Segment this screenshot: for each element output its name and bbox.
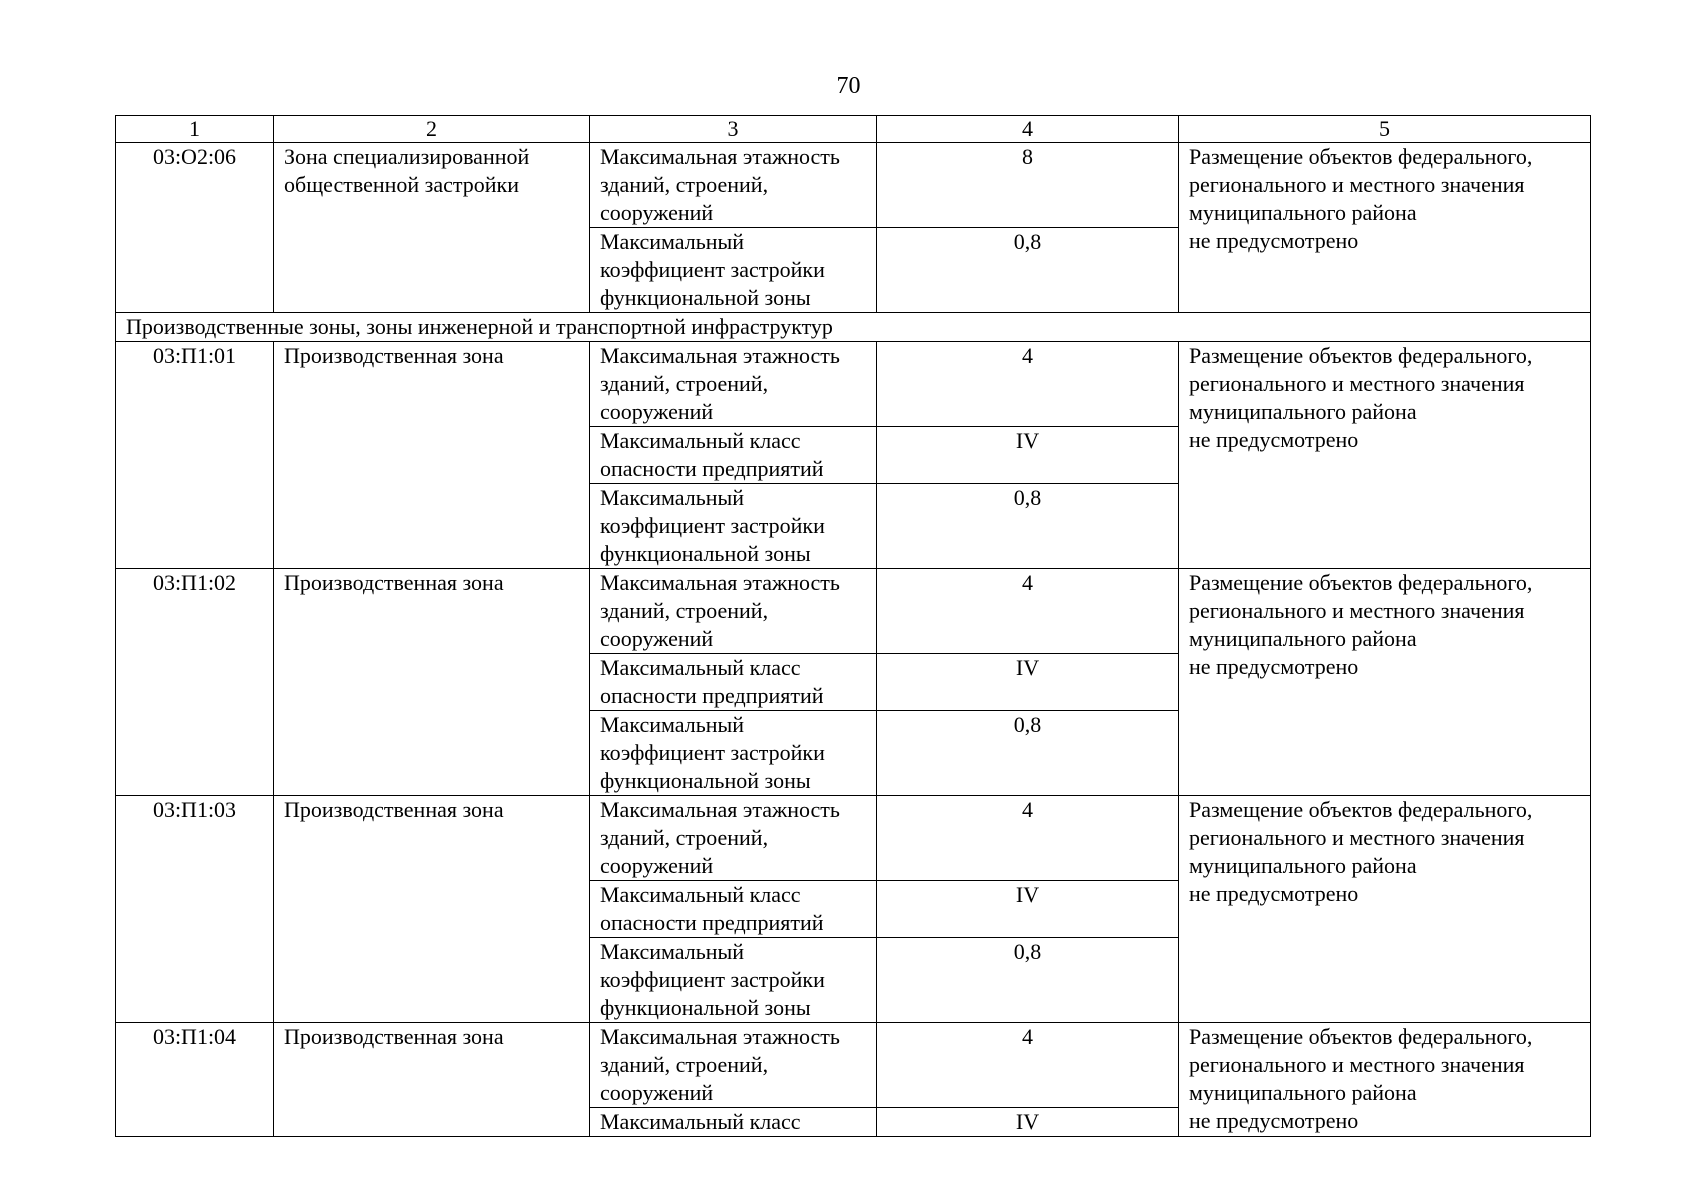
zone-name: Производственная зона (274, 1023, 590, 1137)
section-row (116, 313, 1591, 342)
zone-code: 03:П1:03 (116, 796, 274, 1023)
zones-table (115, 115, 1591, 1137)
table-row (116, 143, 1591, 228)
parameter-label: Максимальная этажность зданий, строений, сооружений (590, 569, 877, 654)
parameter-label: Максимальная этажность зданий, строений, сооружений (590, 342, 877, 427)
zone-note: Размещение объектов федерального, регионального и местного значения муниципального района не предусмотрено (1179, 569, 1591, 796)
zone-name: Производственная зона (274, 569, 590, 796)
parameter-label: Максимальная этажность зданий, строений, сооружений (590, 143, 877, 228)
parameter-value: 0,8 (877, 711, 1179, 796)
parameter-value: 0,8 (877, 484, 1179, 569)
table-row (116, 796, 1591, 881)
parameter-label: Максимальный класс опасности предприятий (590, 427, 877, 484)
parameter-value: 4 (877, 1023, 1179, 1108)
parameter-value: 4 (877, 796, 1179, 881)
parameter-value: IV (877, 427, 1179, 484)
table-row (116, 1023, 1591, 1108)
parameter-label: Максимальный коэффициент застройки функциональной зоны (590, 228, 877, 313)
parameter-value: 4 (877, 569, 1179, 654)
zone-note: Размещение объектов федерального, регионального и местного значения муниципального района не предусмотрено (1179, 796, 1591, 1023)
parameter-value: 0,8 (877, 938, 1179, 1023)
parameter-value: IV (877, 1108, 1179, 1137)
zone-code: 03:О2:06 (116, 143, 274, 313)
column-number: 2 (274, 116, 590, 143)
parameter-value: 4 (877, 342, 1179, 427)
table-row (116, 342, 1591, 427)
parameter-label: Максимальный коэффициент застройки функциональной зоны (590, 938, 877, 1023)
zone-code: 03:П1:01 (116, 342, 274, 569)
zone-code: 03:П1:02 (116, 569, 274, 796)
column-number: 3 (590, 116, 877, 143)
zone-name: Производственная зона (274, 796, 590, 1023)
parameter-label: Максимальный коэффициент застройки функциональной зоны (590, 711, 877, 796)
column-number-row (116, 116, 1591, 143)
table-body (116, 116, 1591, 1137)
parameter-label: Максимальный класс (590, 1108, 877, 1137)
parameter-label: Максимальный коэффициент застройки функциональной зоны (590, 484, 877, 569)
parameter-value: IV (877, 881, 1179, 938)
parameter-label: Максимальная этажность зданий, строений, сооружений (590, 796, 877, 881)
parameter-value: 0,8 (877, 228, 1179, 313)
parameter-label: Максимальный класс опасности предприятий (590, 881, 877, 938)
zone-note: Размещение объектов федерального, регионального и местного значения муниципального района не предусмотрено (1179, 1023, 1591, 1137)
zone-note: Размещение объектов федерального, регионального и местного значения муниципального района не предусмотрено (1179, 342, 1591, 569)
table-row (116, 569, 1591, 654)
parameter-label: Максимальный класс опасности предприятий (590, 654, 877, 711)
column-number: 1 (116, 116, 274, 143)
page-number: 70 (836, 73, 861, 99)
zone-code: 03:П1:04 (116, 1023, 274, 1137)
parameter-value: 8 (877, 143, 1179, 228)
zone-name: Зона специализированной общественной застройки (274, 143, 590, 313)
column-number: 5 (1179, 116, 1591, 143)
column-number: 4 (877, 116, 1179, 143)
zone-name: Производственная зона (274, 342, 590, 569)
zone-note: Размещение объектов федерального, регионального и местного значения муниципального района не предусмотрено (1179, 143, 1591, 313)
parameter-label: Максимальная этажность зданий, строений, сооружений (590, 1023, 877, 1108)
section-title: Производственные зоны, зоны инженерной и транспортной инфраструктур (116, 313, 1591, 342)
parameter-value: IV (877, 654, 1179, 711)
